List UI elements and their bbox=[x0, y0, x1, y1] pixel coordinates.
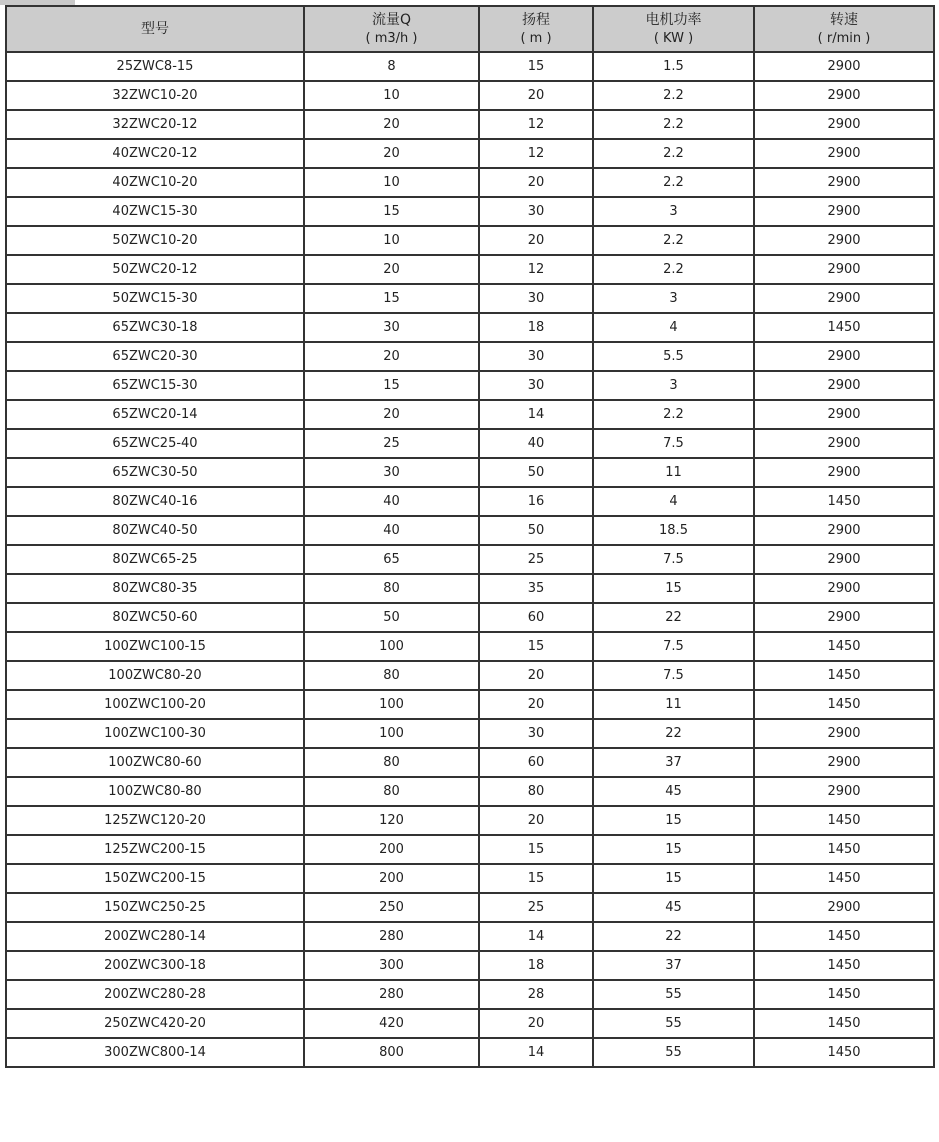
cell-power: 2.2 bbox=[593, 226, 754, 255]
table-row bbox=[6, 284, 934, 313]
cell-flow: 20 bbox=[304, 139, 479, 168]
header-row bbox=[6, 6, 934, 52]
cell-model: 65ZWC30-18 bbox=[6, 313, 304, 342]
table-row bbox=[6, 545, 934, 574]
header-model-label: 型号 bbox=[141, 21, 169, 37]
cell-head: 12 bbox=[479, 255, 593, 284]
cell-head: 15 bbox=[479, 632, 593, 661]
cell-head: 14 bbox=[479, 400, 593, 429]
cell-speed: 2900 bbox=[754, 284, 934, 313]
cell-power: 2.2 bbox=[593, 81, 754, 110]
cell-model: 300ZWC800-14 bbox=[6, 1038, 304, 1067]
cell-flow: 100 bbox=[304, 719, 479, 748]
cell-model: 40ZWC15-30 bbox=[6, 197, 304, 226]
cell-flow: 10 bbox=[304, 226, 479, 255]
cell-speed: 1450 bbox=[754, 313, 934, 342]
cell-speed: 2900 bbox=[754, 342, 934, 371]
header-power-unit: ( KW ) bbox=[653, 31, 694, 46]
table-row bbox=[6, 516, 934, 545]
cell-power: 22 bbox=[593, 719, 754, 748]
cell-head: 18 bbox=[479, 313, 593, 342]
cell-flow: 80 bbox=[304, 661, 479, 690]
cell-speed: 2900 bbox=[754, 139, 934, 168]
cell-model: 65ZWC20-14 bbox=[6, 400, 304, 429]
cell-model: 65ZWC20-30 bbox=[6, 342, 304, 371]
cell-model: 50ZWC10-20 bbox=[6, 226, 304, 255]
header-head-label: 扬程 bbox=[522, 12, 550, 28]
cell-model: 80ZWC40-16 bbox=[6, 487, 304, 516]
pump-spec-table bbox=[5, 5, 935, 1068]
table-body bbox=[6, 52, 934, 1067]
table-row bbox=[6, 922, 934, 951]
table-row bbox=[6, 226, 934, 255]
table-row bbox=[6, 748, 934, 777]
cell-model: 125ZWC200-15 bbox=[6, 835, 304, 864]
cell-head: 30 bbox=[479, 371, 593, 400]
cell-speed: 1450 bbox=[754, 980, 934, 1009]
header-flow bbox=[304, 6, 479, 52]
table-row bbox=[6, 632, 934, 661]
cell-head: 50 bbox=[479, 516, 593, 545]
table-row bbox=[6, 52, 934, 81]
cell-head: 20 bbox=[479, 806, 593, 835]
cell-model: 200ZWC300-18 bbox=[6, 951, 304, 980]
cell-head: 30 bbox=[479, 284, 593, 313]
cell-speed: 1450 bbox=[754, 690, 934, 719]
header-speed-unit: ( r/min ) bbox=[817, 31, 871, 46]
cell-power: 2.2 bbox=[593, 400, 754, 429]
cell-power: 22 bbox=[593, 603, 754, 632]
table-row bbox=[6, 400, 934, 429]
table-row bbox=[6, 487, 934, 516]
cell-power: 55 bbox=[593, 980, 754, 1009]
cell-head: 40 bbox=[479, 429, 593, 458]
cell-flow: 15 bbox=[304, 197, 479, 226]
cell-model: 100ZWC100-20 bbox=[6, 690, 304, 719]
cell-model: 100ZWC100-15 bbox=[6, 632, 304, 661]
table-row bbox=[6, 864, 934, 893]
cell-flow: 20 bbox=[304, 255, 479, 284]
cell-head: 80 bbox=[479, 777, 593, 806]
cell-model: 25ZWC8-15 bbox=[6, 52, 304, 81]
cell-speed: 2900 bbox=[754, 574, 934, 603]
table-row bbox=[6, 197, 934, 226]
cell-power: 1.5 bbox=[593, 52, 754, 81]
table-row bbox=[6, 313, 934, 342]
cell-head: 14 bbox=[479, 1038, 593, 1067]
cell-flow: 10 bbox=[304, 81, 479, 110]
cell-power: 11 bbox=[593, 690, 754, 719]
cell-model: 80ZWC80-35 bbox=[6, 574, 304, 603]
cell-speed: 2900 bbox=[754, 748, 934, 777]
cell-speed: 2900 bbox=[754, 545, 934, 574]
table-row bbox=[6, 458, 934, 487]
header-power-label: 电机功率 bbox=[645, 12, 702, 28]
cell-flow: 40 bbox=[304, 516, 479, 545]
cell-speed: 1450 bbox=[754, 632, 934, 661]
cell-model: 50ZWC20-12 bbox=[6, 255, 304, 284]
table-row bbox=[6, 81, 934, 110]
cell-head: 28 bbox=[479, 980, 593, 1009]
table-row bbox=[6, 835, 934, 864]
cell-power: 3 bbox=[593, 284, 754, 313]
header-speed-label: 转速 bbox=[830, 12, 858, 28]
table-row bbox=[6, 806, 934, 835]
cell-speed: 2900 bbox=[754, 458, 934, 487]
cell-power: 45 bbox=[593, 893, 754, 922]
cell-speed: 1450 bbox=[754, 922, 934, 951]
table-row bbox=[6, 110, 934, 139]
cell-head: 30 bbox=[479, 197, 593, 226]
cell-flow: 15 bbox=[304, 371, 479, 400]
cell-speed: 2900 bbox=[754, 110, 934, 139]
cell-model: 65ZWC25-40 bbox=[6, 429, 304, 458]
table-row bbox=[6, 777, 934, 806]
cell-flow: 20 bbox=[304, 110, 479, 139]
cell-head: 12 bbox=[479, 139, 593, 168]
cell-speed: 2900 bbox=[754, 719, 934, 748]
table-row bbox=[6, 168, 934, 197]
cell-model: 100ZWC80-60 bbox=[6, 748, 304, 777]
header-head bbox=[479, 6, 593, 52]
cell-power: 4 bbox=[593, 487, 754, 516]
cell-speed: 2900 bbox=[754, 226, 934, 255]
cell-speed: 2900 bbox=[754, 168, 934, 197]
table-row bbox=[6, 342, 934, 371]
table-row bbox=[6, 255, 934, 284]
cell-model: 32ZWC20-12 bbox=[6, 110, 304, 139]
cell-speed: 2900 bbox=[754, 371, 934, 400]
table-row bbox=[6, 893, 934, 922]
cell-power: 3 bbox=[593, 197, 754, 226]
cell-head: 20 bbox=[479, 81, 593, 110]
cell-speed: 2900 bbox=[754, 52, 934, 81]
cell-power: 2.2 bbox=[593, 110, 754, 139]
cell-head: 15 bbox=[479, 864, 593, 893]
cell-power: 5.5 bbox=[593, 342, 754, 371]
cell-power: 15 bbox=[593, 574, 754, 603]
cell-flow: 80 bbox=[304, 748, 479, 777]
cell-flow: 100 bbox=[304, 632, 479, 661]
header-head-unit: ( m ) bbox=[520, 31, 552, 46]
cell-model: 40ZWC20-12 bbox=[6, 139, 304, 168]
cell-flow: 280 bbox=[304, 980, 479, 1009]
cell-flow: 20 bbox=[304, 400, 479, 429]
cell-model: 150ZWC200-15 bbox=[6, 864, 304, 893]
cell-head: 20 bbox=[479, 690, 593, 719]
cell-head: 25 bbox=[479, 545, 593, 574]
cell-speed: 1450 bbox=[754, 806, 934, 835]
cell-speed: 2900 bbox=[754, 893, 934, 922]
cell-speed: 1450 bbox=[754, 864, 934, 893]
table-header bbox=[6, 6, 934, 52]
cell-flow: 420 bbox=[304, 1009, 479, 1038]
cell-power: 37 bbox=[593, 951, 754, 980]
header-speed bbox=[754, 6, 934, 52]
cell-model: 200ZWC280-14 bbox=[6, 922, 304, 951]
cell-flow: 80 bbox=[304, 574, 479, 603]
cell-model: 80ZWC40-50 bbox=[6, 516, 304, 545]
cell-flow: 200 bbox=[304, 864, 479, 893]
cell-flow: 200 bbox=[304, 835, 479, 864]
cell-flow: 250 bbox=[304, 893, 479, 922]
table-row bbox=[6, 719, 934, 748]
cell-speed: 2900 bbox=[754, 516, 934, 545]
cell-power: 2.2 bbox=[593, 168, 754, 197]
cell-speed: 2900 bbox=[754, 429, 934, 458]
cell-flow: 20 bbox=[304, 342, 479, 371]
cell-head: 15 bbox=[479, 835, 593, 864]
cell-power: 2.2 bbox=[593, 255, 754, 284]
cell-head: 30 bbox=[479, 719, 593, 748]
cell-power: 2.2 bbox=[593, 139, 754, 168]
cell-power: 7.5 bbox=[593, 632, 754, 661]
cell-speed: 2900 bbox=[754, 400, 934, 429]
cell-model: 32ZWC10-20 bbox=[6, 81, 304, 110]
cell-power: 7.5 bbox=[593, 661, 754, 690]
cell-speed: 1450 bbox=[754, 487, 934, 516]
cell-head: 60 bbox=[479, 603, 593, 632]
header-power bbox=[593, 6, 754, 52]
cell-power: 45 bbox=[593, 777, 754, 806]
cell-flow: 40 bbox=[304, 487, 479, 516]
cell-flow: 30 bbox=[304, 313, 479, 342]
cell-model: 200ZWC280-28 bbox=[6, 980, 304, 1009]
cell-model: 50ZWC15-30 bbox=[6, 284, 304, 313]
cell-head: 15 bbox=[479, 52, 593, 81]
cell-speed: 2900 bbox=[754, 777, 934, 806]
cell-flow: 15 bbox=[304, 284, 479, 313]
cell-flow: 280 bbox=[304, 922, 479, 951]
cell-model: 100ZWC100-30 bbox=[6, 719, 304, 748]
cell-flow: 80 bbox=[304, 777, 479, 806]
cell-flow: 8 bbox=[304, 52, 479, 81]
header-flow-label: 流量Q bbox=[371, 12, 412, 28]
cell-model: 80ZWC65-25 bbox=[6, 545, 304, 574]
table-row bbox=[6, 429, 934, 458]
cell-head: 20 bbox=[479, 226, 593, 255]
cell-model: 65ZWC15-30 bbox=[6, 371, 304, 400]
cell-model: 65ZWC30-50 bbox=[6, 458, 304, 487]
cell-speed: 1450 bbox=[754, 661, 934, 690]
table-row bbox=[6, 690, 934, 719]
cell-power: 15 bbox=[593, 864, 754, 893]
cell-flow: 120 bbox=[304, 806, 479, 835]
cell-head: 14 bbox=[479, 922, 593, 951]
cell-power: 3 bbox=[593, 371, 754, 400]
cell-speed: 2900 bbox=[754, 603, 934, 632]
cell-power: 55 bbox=[593, 1038, 754, 1067]
header-flow-unit: ( m3/h ) bbox=[365, 31, 418, 46]
cell-flow: 25 bbox=[304, 429, 479, 458]
cell-model: 125ZWC120-20 bbox=[6, 806, 304, 835]
cell-head: 25 bbox=[479, 893, 593, 922]
table-row bbox=[6, 951, 934, 980]
cell-head: 35 bbox=[479, 574, 593, 603]
cell-model: 40ZWC10-20 bbox=[6, 168, 304, 197]
cell-power: 11 bbox=[593, 458, 754, 487]
cell-model: 100ZWC80-20 bbox=[6, 661, 304, 690]
cell-head: 60 bbox=[479, 748, 593, 777]
cell-head: 16 bbox=[479, 487, 593, 516]
table-row bbox=[6, 139, 934, 168]
cell-model: 80ZWC50-60 bbox=[6, 603, 304, 632]
cell-speed: 1450 bbox=[754, 1009, 934, 1038]
cell-model: 100ZWC80-80 bbox=[6, 777, 304, 806]
cell-flow: 65 bbox=[304, 545, 479, 574]
cell-power: 18.5 bbox=[593, 516, 754, 545]
cell-power: 55 bbox=[593, 1009, 754, 1038]
cell-flow: 800 bbox=[304, 1038, 479, 1067]
cell-model: 250ZWC420-20 bbox=[6, 1009, 304, 1038]
header-model bbox=[6, 6, 304, 52]
cell-flow: 300 bbox=[304, 951, 479, 980]
cell-power: 7.5 bbox=[593, 545, 754, 574]
cell-head: 18 bbox=[479, 951, 593, 980]
cell-model: 150ZWC250-25 bbox=[6, 893, 304, 922]
cell-flow: 100 bbox=[304, 690, 479, 719]
cell-flow: 10 bbox=[304, 168, 479, 197]
cell-power: 4 bbox=[593, 313, 754, 342]
cell-speed: 1450 bbox=[754, 835, 934, 864]
cell-speed: 1450 bbox=[754, 1038, 934, 1067]
table-row bbox=[6, 603, 934, 632]
table-row bbox=[6, 371, 934, 400]
cell-speed: 1450 bbox=[754, 951, 934, 980]
table-row bbox=[6, 661, 934, 690]
cell-head: 20 bbox=[479, 168, 593, 197]
cell-head: 12 bbox=[479, 110, 593, 139]
table-row bbox=[6, 980, 934, 1009]
cell-head: 20 bbox=[479, 661, 593, 690]
cell-power: 15 bbox=[593, 835, 754, 864]
cell-power: 22 bbox=[593, 922, 754, 951]
cell-head: 20 bbox=[479, 1009, 593, 1038]
cell-head: 30 bbox=[479, 342, 593, 371]
cell-flow: 30 bbox=[304, 458, 479, 487]
table-row bbox=[6, 1009, 934, 1038]
cell-speed: 2900 bbox=[754, 81, 934, 110]
cell-flow: 50 bbox=[304, 603, 479, 632]
table-row bbox=[6, 1038, 934, 1067]
cell-power: 37 bbox=[593, 748, 754, 777]
cell-speed: 2900 bbox=[754, 197, 934, 226]
cell-head: 50 bbox=[479, 458, 593, 487]
cell-speed: 2900 bbox=[754, 255, 934, 284]
cell-power: 7.5 bbox=[593, 429, 754, 458]
cell-power: 15 bbox=[593, 806, 754, 835]
table-row bbox=[6, 574, 934, 603]
